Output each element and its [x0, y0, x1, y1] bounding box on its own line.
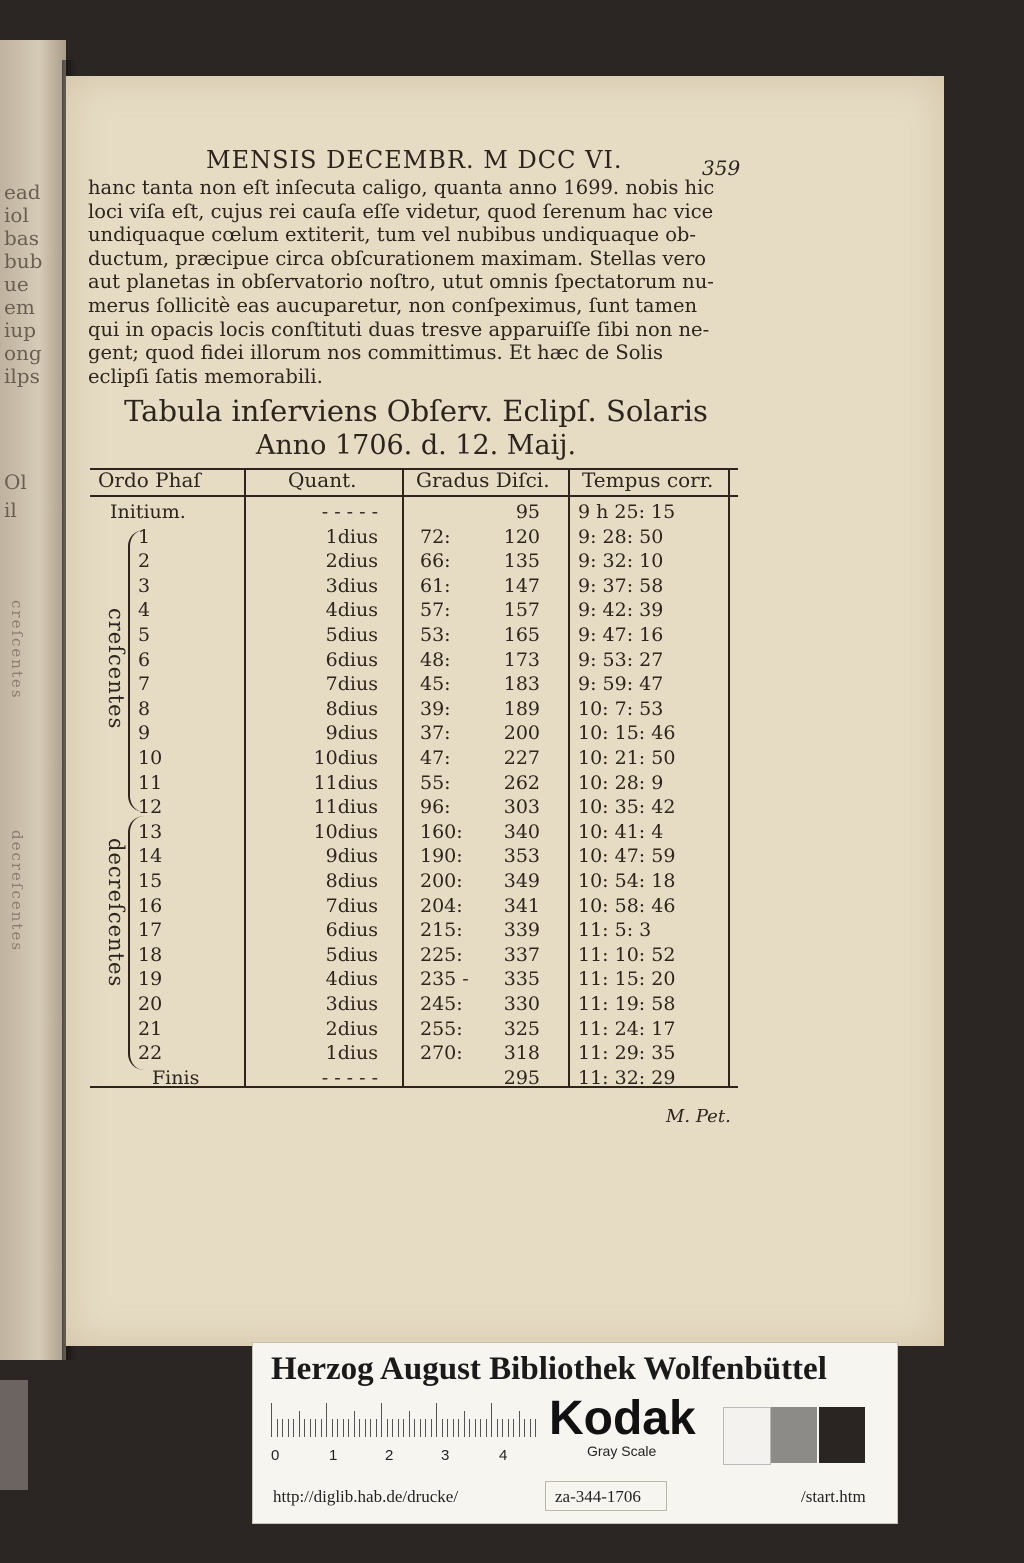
ruler-tick [381, 1403, 382, 1437]
ruler-tick [398, 1419, 399, 1437]
cell-quant: 1dius [325, 525, 378, 548]
shelfmark: za-344-1706 [555, 1487, 641, 1506]
cell-degree-a: 96: [420, 796, 451, 819]
phase-label-crescent: creſcentes [104, 608, 128, 730]
cell-degree-a: 190: [420, 845, 463, 868]
cell-quant: 8dius [325, 870, 378, 892]
cell-quant: 9dius [325, 722, 378, 745]
fragment: ue [4, 272, 29, 296]
cell-degree-b: 340 [503, 820, 540, 843]
ruler-tick [403, 1419, 404, 1437]
cell-ordinal: 19 [138, 968, 163, 991]
ruler-tick [387, 1419, 388, 1437]
cell-quant: 2dius [325, 1017, 378, 1040]
ruler-tick [271, 1403, 272, 1437]
text-line: hanc tanta non eſt inſecuta caligo, quanta anno 1699. nobis hic [88, 176, 715, 199]
cell-degree: 95 [515, 501, 540, 523]
cell-ordinal: 11 [138, 771, 163, 794]
fragment: ilps [4, 364, 40, 388]
ruler-tick [502, 1419, 503, 1437]
cell-degree-b: 157 [503, 599, 540, 622]
cell-time: 11: 5: 3 [578, 919, 652, 942]
fragment: bas [4, 226, 39, 250]
kodak-logo: Kodak [549, 1392, 696, 1445]
cell-ordinal: 8 [138, 697, 151, 720]
cell-ordinal: 13 [138, 820, 163, 843]
cell-degree-b: 189 [503, 697, 540, 720]
ruler-tick [409, 1411, 410, 1437]
cell-time: 11: 19: 58 [578, 993, 676, 1015]
cell-degree-b: 200 [503, 722, 540, 745]
cell-ordinal: 14 [138, 845, 163, 868]
ruler-tick [475, 1419, 476, 1437]
cell-ordinal: 10 [138, 747, 163, 769]
cell-time: 10: 7: 53 [578, 697, 664, 720]
cell-quant: 8dius [325, 697, 378, 720]
ruler-tick [293, 1419, 294, 1437]
ruler-tick [513, 1419, 514, 1437]
url-prefix: http://diglib.hab.de/drucke/ [273, 1487, 459, 1506]
ruler-tick [414, 1419, 415, 1437]
ruler-tick [304, 1419, 305, 1437]
ruler-tick [425, 1419, 426, 1437]
cell-degree-b: 330 [503, 993, 540, 1015]
ruler-tick [480, 1419, 481, 1437]
ruler-tick [497, 1419, 498, 1437]
cell-quant: 11dius [313, 771, 378, 794]
ruler-tick [359, 1419, 360, 1437]
ruler-tick [447, 1419, 448, 1437]
cell-degree-a: 72: [420, 525, 451, 548]
cell-ordinal: 16 [138, 894, 163, 917]
cell-degree-b: 135 [503, 550, 540, 573]
cell-degree-a: 45: [420, 673, 451, 696]
cell-ordinal: 3 [138, 574, 151, 597]
header-quant: Quant. [288, 468, 357, 492]
ruler-tick [337, 1419, 338, 1437]
ruler-tick [508, 1419, 509, 1437]
table-rule-col [568, 468, 570, 1088]
ruler-tick [348, 1419, 349, 1437]
cell-degree-a: 55: [420, 771, 451, 794]
cell-degree-a: 66: [420, 550, 451, 573]
cell-time: 9: 42: 39 [578, 599, 664, 622]
scale-number: 2 [385, 1447, 394, 1464]
ruler-tick [486, 1419, 487, 1437]
cell-ordinal: 21 [138, 1017, 163, 1040]
ruler-tick [376, 1419, 377, 1437]
cell-degree-b: 183 [503, 673, 540, 696]
fragment-vertical: creſcentes [8, 600, 26, 700]
fragment: iup [4, 318, 37, 342]
cell-quant: 4dius [325, 968, 378, 991]
cell-ordinal: 17 [138, 919, 163, 942]
ruler-tick [530, 1419, 531, 1437]
page-number: 359 [702, 156, 741, 180]
cell-degree-a: 204: [420, 894, 463, 917]
row-label-finis: Finis [152, 1066, 200, 1089]
header-degrees: Gradus Diſci. [416, 468, 550, 492]
cell-quant: 6dius [325, 648, 378, 671]
cell-degree-a: 48: [420, 648, 451, 671]
running-head: MENSIS DECEMBR. M DCC VI. [206, 146, 623, 174]
table-title: Tabula inſerviens Obſerv. Eclipſ. Solaris [124, 394, 708, 428]
cell-degree-b: 120 [503, 525, 540, 548]
cell-degree-a: 160: [420, 820, 463, 843]
ruler-tick [365, 1419, 366, 1437]
cell-degree-a: 215: [420, 919, 463, 942]
cell-time: 9: 32: 10 [578, 550, 664, 573]
cell-degree-b: 227 [503, 747, 540, 769]
cell-degree-b: 262 [503, 771, 540, 794]
body-paragraph [88, 176, 748, 388]
text-line: undiquaque cœlum extiterit, tum vel nubibus undiquaque ob- [88, 223, 697, 247]
cell-time: 10: 28: 9 [578, 771, 664, 794]
fragment: bub [4, 249, 43, 273]
cell-degree-a: 57: [420, 599, 451, 622]
ruler-tick [491, 1403, 492, 1437]
scale-number: 0 [271, 1447, 280, 1464]
gray-scale-label: Gray Scale [587, 1443, 657, 1459]
ruler-tick [288, 1419, 289, 1437]
ruler-tick [436, 1403, 437, 1437]
ruler-tick [282, 1419, 283, 1437]
scale-number: 1 [329, 1447, 338, 1464]
cell-ordinal: 6 [138, 648, 151, 671]
cell-degree-a: 270: [420, 1042, 463, 1065]
cell-degree-b: 303 [503, 796, 540, 819]
cell-ordinal: 20 [138, 993, 163, 1015]
cell-time: 9: 47: 16 [578, 624, 664, 646]
cell-degree-a: 37: [420, 722, 451, 745]
ruler-tick [453, 1419, 454, 1437]
cell-time: 11: 10: 52 [578, 943, 676, 966]
ruler-tick [332, 1419, 333, 1437]
text-line: loci viſa eſt, cujus rei cauſa eſſe videtur, quod ſerenum hac vice [88, 199, 714, 223]
ruler-tick [299, 1411, 300, 1437]
cell-time: 11: 32: 29 [578, 1066, 676, 1089]
cell-time: 10: 41: 4 [578, 820, 664, 843]
cell-time: 11: 29: 35 [578, 1042, 676, 1065]
cell-time: 9 h 25: 15 [578, 501, 676, 523]
cell-degree-a: 53: [420, 624, 451, 646]
gray-swatch-mid [771, 1407, 817, 1463]
header-phase: Ordo Phaſ [98, 468, 201, 492]
fragment: il [4, 498, 17, 522]
cell-quant: - - - - - [321, 1066, 378, 1089]
cell-quant: 7dius [325, 894, 378, 917]
cell-quant: 2dius [325, 550, 378, 573]
cell-degree-a: 61: [420, 574, 451, 597]
cell-time: 9: 53: 27 [578, 648, 664, 671]
ruler-tick [535, 1419, 536, 1437]
cell-degree-b: 147 [503, 574, 540, 597]
cell-quant: 9dius [325, 845, 378, 868]
eclipse-table [90, 468, 738, 1088]
cell-quant: 10dius [313, 747, 378, 769]
cell-ordinal: 9 [138, 722, 151, 745]
scale-number: 4 [499, 1447, 508, 1464]
cell-degree-b: 165 [503, 624, 540, 646]
header-time: Tempus corr. [582, 468, 714, 492]
fragment: em [4, 295, 35, 319]
cell-degree-b: 349 [503, 870, 540, 892]
cell-quant: 6dius [325, 919, 378, 942]
fragment: iol [4, 203, 29, 227]
library-name: Herzog August Bibliothek Wolfenbüttel [271, 1351, 827, 1387]
url-suffix: /start.htm [801, 1487, 866, 1506]
ruler-tick [442, 1419, 443, 1437]
cell-degree-b: 325 [503, 1017, 540, 1040]
fragment: ead [4, 180, 41, 204]
cell-time: 9: 28: 50 [578, 525, 664, 548]
cell-degree-a: 47: [420, 747, 451, 769]
text-line: aut planetas in obſervatorio noſtro, utut omnis ſpectatorum nu- [88, 270, 714, 294]
cell-quant: 5dius [325, 943, 378, 966]
ruler-tick [392, 1419, 393, 1437]
cell-degree-b: 173 [503, 648, 540, 671]
cell-degree-a: 255: [420, 1017, 463, 1040]
cell-quant: - - - - - [321, 501, 378, 523]
fragment: Ol [4, 470, 27, 494]
gray-swatch-light [723, 1407, 771, 1465]
cell-ordinal: 1 [138, 525, 151, 548]
scale-ruler [271, 1401, 537, 1437]
cell-quant: 7dius [325, 673, 378, 696]
row-label-initium: Initium. [110, 501, 186, 523]
ruler-tick [464, 1411, 465, 1437]
cell-time: 10: 21: 50 [578, 747, 676, 769]
cell-time: 10: 54: 18 [578, 870, 676, 892]
cell-ordinal: 4 [138, 599, 151, 622]
cell-degree-b: 335 [503, 968, 540, 991]
cell-time: 10: 47: 59 [578, 845, 676, 868]
ruler-tick [370, 1419, 371, 1437]
ruler-tick [277, 1419, 278, 1437]
cell-degree-b: 339 [503, 919, 540, 942]
ruler-tick [431, 1419, 432, 1437]
gray-swatch-dark [819, 1407, 865, 1463]
cell-degree-a: 39: [420, 697, 451, 720]
cell-time: 11: 15: 20 [578, 968, 676, 991]
cell-ordinal: 12 [138, 796, 163, 819]
ruler-tick [315, 1419, 316, 1437]
phase-label-decrescent: decreſcentes [104, 838, 128, 988]
text-line: eclipſi ſatis memorabili. [88, 364, 323, 388]
text-line: qui in opacis locis conſtituti duas tresve apparuiſſe ſibi non ne- [88, 317, 710, 341]
cell-quant: 10dius [313, 820, 378, 843]
cell-ordinal: 7 [138, 673, 151, 696]
ruler-tick [524, 1419, 525, 1437]
table-rule-col [244, 468, 246, 1088]
text-line: merus ſollicitè eas aucuparetur, non conſpeximus, ſunt tamen [88, 293, 698, 317]
cell-quant: 1dius [325, 1042, 378, 1065]
table-subtitle: Anno 1706. d. 12. Maij. [255, 430, 577, 461]
ruler-tick [343, 1419, 344, 1437]
cell-ordinal: 5 [138, 624, 151, 646]
cell-ordinal: 18 [138, 943, 163, 966]
cell-time: 10: 35: 42 [578, 796, 676, 819]
cell-quant: 11dius [313, 796, 378, 819]
book-page [66, 76, 944, 1346]
ruler-tick [354, 1411, 355, 1437]
ruler-tick [519, 1411, 520, 1437]
cell-time: 10: 15: 46 [578, 722, 676, 745]
cell-ordinal: 2 [138, 550, 151, 573]
cell-degree-a: 245: [420, 993, 463, 1015]
scale-number: 3 [441, 1447, 450, 1464]
cell-time: 10: 58: 46 [578, 894, 676, 917]
cell-degree-b: 318 [503, 1042, 540, 1065]
page-tab-marker [0, 1380, 28, 1490]
cell-quant: 4dius [325, 599, 378, 622]
cell-degree-b: 337 [503, 943, 540, 966]
cell-degree-a: 235 - [420, 968, 469, 991]
scan-target-card [252, 1342, 898, 1524]
cell-ordinal: 22 [138, 1042, 163, 1065]
fragment: ong [4, 341, 42, 365]
cell-degree-b: 353 [503, 845, 540, 868]
ruler-tick [321, 1419, 322, 1437]
ruler-tick [469, 1419, 470, 1437]
cell-quant: 3dius [325, 574, 378, 597]
cell-ordinal: 15 [138, 870, 163, 892]
cell-degree: 295 [503, 1066, 540, 1089]
cell-degree-a: 225: [420, 943, 463, 966]
cell-degree-b: 341 [503, 894, 540, 917]
cell-time: 11: 24: 17 [578, 1017, 676, 1040]
ruler-tick [326, 1403, 327, 1437]
table-rule-header [90, 495, 738, 497]
text-line: ductum, præcipue circa obſcurationem maximam. Stellas vero [88, 246, 707, 270]
ruler-tick [310, 1419, 311, 1437]
table-rule-col [402, 468, 404, 1088]
text-line: gent; quod fidei illorum nos committimus. Et hæc de Solis [88, 341, 663, 365]
cell-quant: 3dius [325, 993, 378, 1015]
ruler-tick [458, 1419, 459, 1437]
fragment-vertical: decreſcentes [8, 830, 26, 953]
signature: M. Pet. [666, 1106, 731, 1127]
cell-time: 9: 37: 58 [578, 574, 664, 597]
cell-time: 9: 59: 47 [578, 673, 664, 696]
cell-degree-a: 200: [420, 870, 463, 892]
ruler-tick [420, 1419, 421, 1437]
previous-page-strip [0, 40, 66, 1360]
cell-quant: 5dius [325, 624, 378, 646]
